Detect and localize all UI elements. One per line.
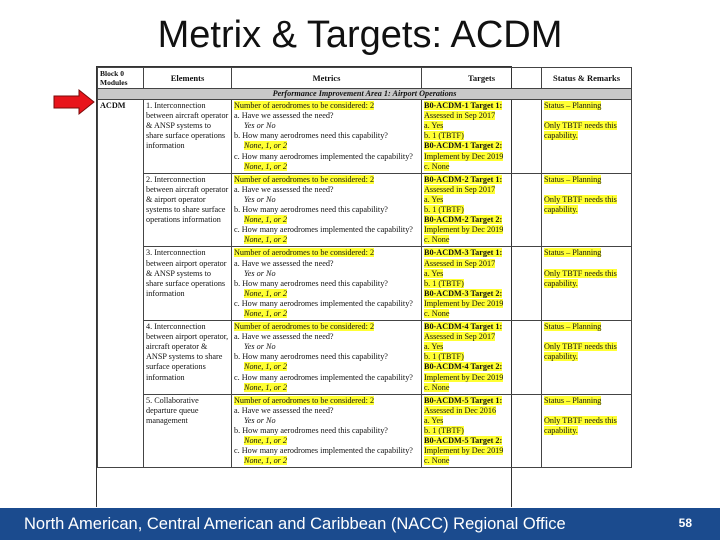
metric-c-values: None, 1, or 2 <box>244 161 287 171</box>
target-2-date: Implement by Dec 2019 <box>424 225 504 235</box>
status-text: Status – Planning <box>544 395 602 405</box>
target-2-c: c. None <box>424 161 450 171</box>
table-row <box>98 100 632 174</box>
footer-text: North American, Central American and Caribbean (NACC) Regional Office <box>24 515 566 533</box>
target-1-title: B0-ACDM-1 Target 1: <box>424 101 503 111</box>
element-text: 2. Interconnection between aircraft operator & airport operator systems to share surface operations information <box>146 174 229 225</box>
target-1-date: Assessed in Sep 2017 <box>424 184 496 194</box>
target-1-a: a. Yes <box>424 121 444 131</box>
module-cell <box>98 100 144 468</box>
metric-c-values: None, 1, or 2 <box>244 382 287 392</box>
header-targets: Targets <box>422 68 542 89</box>
table-row <box>98 394 632 468</box>
target-2-title: B0-ACDM-1 Target 2: <box>424 141 503 151</box>
metric-a: a. Have we assessed the need? <box>234 111 334 121</box>
target-1-b: b. 1 (TBTF) <box>424 352 464 362</box>
target-1-a: a. Yes <box>424 268 444 278</box>
element-cell <box>144 100 232 174</box>
performance-band: Performance Improvement Area 1: Airport Operations <box>98 89 632 100</box>
metric-a: a. Have we assessed the need? <box>234 258 334 268</box>
targets-cell <box>422 173 542 247</box>
target-2-title: B0-ACDM-2 Target 2: <box>424 215 503 225</box>
metric-b-values: None, 1, or 2 <box>244 288 287 298</box>
metrics-cell <box>232 173 422 247</box>
metric-b: b. How many aerodromes need this capability? <box>234 205 388 215</box>
table-row <box>98 173 632 247</box>
target-1-title: B0-ACDM-4 Target 1: <box>424 322 503 332</box>
metrics-cell <box>232 247 422 321</box>
metric-a: a. Have we assessed the need? <box>234 332 334 342</box>
table-header-row <box>98 68 632 89</box>
element-text: 5. Collaborative departure queue management <box>146 395 199 425</box>
metric-b-values: None, 1, or 2 <box>244 362 287 372</box>
target-2-title: B0-ACDM-4 Target 2: <box>424 362 503 372</box>
metric-b: b. How many aerodromes need this capability? <box>234 278 388 288</box>
metric-c: c. How many aerodromes implemented the capability? <box>234 151 413 161</box>
metric-a-values: Yes or No <box>244 268 276 278</box>
element-text: 3. Interconnection between airport operator & ANSP systems to share surface operations information <box>146 248 227 298</box>
target-1-date: Assessed in Sep 2017 <box>424 332 496 342</box>
metric-b: b. How many aerodromes need this capability? <box>234 426 388 435</box>
target-2-c: c. None <box>424 382 450 392</box>
metric-c: c. How many aerodromes implemented the capability? <box>234 225 413 235</box>
remarks-text: Only TBTF needs this capability. <box>544 194 617 214</box>
targets-cell <box>422 321 542 395</box>
status-cell <box>542 247 632 321</box>
metric-b: b. How many aerodromes need this capability? <box>234 352 388 362</box>
metric-a: a. Have we assessed the need? <box>234 184 334 194</box>
metric-count: Number of aerodromes to be considered: 2 <box>234 395 375 405</box>
metrics-cell <box>232 321 422 395</box>
element-cell <box>144 394 232 468</box>
element-cell <box>144 173 232 247</box>
metric-a-values: Yes or No <box>244 342 276 352</box>
target-1-date: Assessed in Sep 2017 <box>424 111 496 121</box>
target-2-c: c. None <box>424 235 450 245</box>
target-2-date: Implement by Dec 2019 <box>424 298 504 308</box>
metric-a-values: Yes or No <box>244 121 276 131</box>
remarks-text: Only TBTF needs this capability. <box>544 342 617 362</box>
module-label: ACDM <box>100 101 126 111</box>
metric-a-values: Yes or No <box>244 194 276 204</box>
targets-cell <box>422 100 542 174</box>
remarks-text: Only TBTF needs this capability. <box>544 121 617 141</box>
target-2-c: c. None <box>424 456 450 466</box>
element-text: 4. Interconnection between airport operator, aircraft operator & ANSP systems to share surface operations information <box>146 322 229 382</box>
targets-cell <box>422 394 542 468</box>
status-text: Status – Planning <box>544 101 602 111</box>
element-cell <box>144 247 232 321</box>
target-1-date: Assessed in Sep 2017 <box>424 258 496 268</box>
targets-cell <box>422 247 542 321</box>
slide-title: Metrix & Targets: ACDM <box>157 14 563 56</box>
target-1-b: b. 1 (TBTF) <box>424 278 464 288</box>
target-2-date: Implement by Dec 2019 <box>424 446 504 456</box>
target-2-date: Implement by Dec 2019 <box>424 372 504 382</box>
red-arrow-icon <box>53 89 95 115</box>
metric-a-values: Yes or No <box>244 415 276 425</box>
target-1-title: B0-ACDM-5 Target 1: <box>424 395 503 405</box>
table-row <box>98 321 632 395</box>
target-1-b: b. 1 (TBTF) <box>424 131 464 141</box>
metric-count: Number of aerodromes to be considered: 2 <box>234 101 375 111</box>
target-1-title: B0-ACDM-2 Target 1: <box>424 174 503 184</box>
metric-b-values: None, 1, or 2 <box>244 215 287 225</box>
performance-band-row <box>98 89 632 100</box>
metric-count: Number of aerodromes to be considered: 2 <box>234 248 375 258</box>
status-cell <box>542 173 632 247</box>
metric-c: c. How many aerodromes implemented the capability? <box>234 298 413 308</box>
metric-b-values: None, 1, or 2 <box>244 141 287 151</box>
metric-b-values: None, 1, or 2 <box>244 436 287 446</box>
page-number: 58 <box>678 516 692 530</box>
metric-c: c. How many aerodromes implemented the capability? <box>234 446 413 456</box>
target-2-date: Implement by Dec 2019 <box>424 151 504 161</box>
target-1-a: a. Yes <box>424 342 444 352</box>
target-1-b: b. 1 (TBTF) <box>424 426 464 435</box>
target-1-a: a. Yes <box>424 415 444 425</box>
target-2-title: B0-ACDM-3 Target 2: <box>424 288 503 298</box>
metric-a: a. Have we assessed the need? <box>234 405 334 415</box>
metrics-cell <box>232 394 422 468</box>
status-text: Status – Planning <box>544 322 602 332</box>
metric-count: Number of aerodromes to be considered: 2 <box>234 174 375 184</box>
table-row <box>98 247 632 321</box>
status-cell <box>542 321 632 395</box>
metric-b: b. How many aerodromes need this capability? <box>234 131 388 141</box>
header-block: Block 0 Modules <box>98 68 144 89</box>
remarks-text: Only TBTF needs this capability. <box>544 268 617 288</box>
metric-c: c. How many aerodromes implemented the capability? <box>234 372 413 382</box>
metric-c-values: None, 1, or 2 <box>244 235 287 245</box>
status-cell <box>542 100 632 174</box>
metrics-table <box>96 66 621 507</box>
element-cell <box>144 321 232 395</box>
metric-c-values: None, 1, or 2 <box>244 308 287 318</box>
target-1-a: a. Yes <box>424 194 444 204</box>
header-elements: Elements <box>144 68 232 89</box>
metric-count: Number of aerodromes to be considered: 2 <box>234 322 375 332</box>
header-status: Status & Remarks <box>542 68 632 89</box>
target-2-title: B0-ACDM-5 Target 2: <box>424 436 503 446</box>
status-cell <box>542 394 632 468</box>
target-1-date: Assessed in Dec 2016 <box>424 405 497 415</box>
metrics-cell <box>232 100 422 174</box>
header-metrics: Metrics <box>232 68 422 89</box>
status-text: Status – Planning <box>544 248 602 258</box>
target-2-c: c. None <box>424 308 450 318</box>
remarks-text: Only TBTF needs this capability. <box>544 415 617 435</box>
element-text: 1. Interconnection between aircraft operator & ANSP systems to share surface operations information <box>146 101 229 151</box>
footer-bar <box>0 508 720 540</box>
status-text: Status – Planning <box>544 174 602 184</box>
metric-c-values: None, 1, or 2 <box>244 456 287 466</box>
target-1-title: B0-ACDM-3 Target 1: <box>424 248 503 258</box>
target-1-b: b. 1 (TBTF) <box>424 205 464 215</box>
